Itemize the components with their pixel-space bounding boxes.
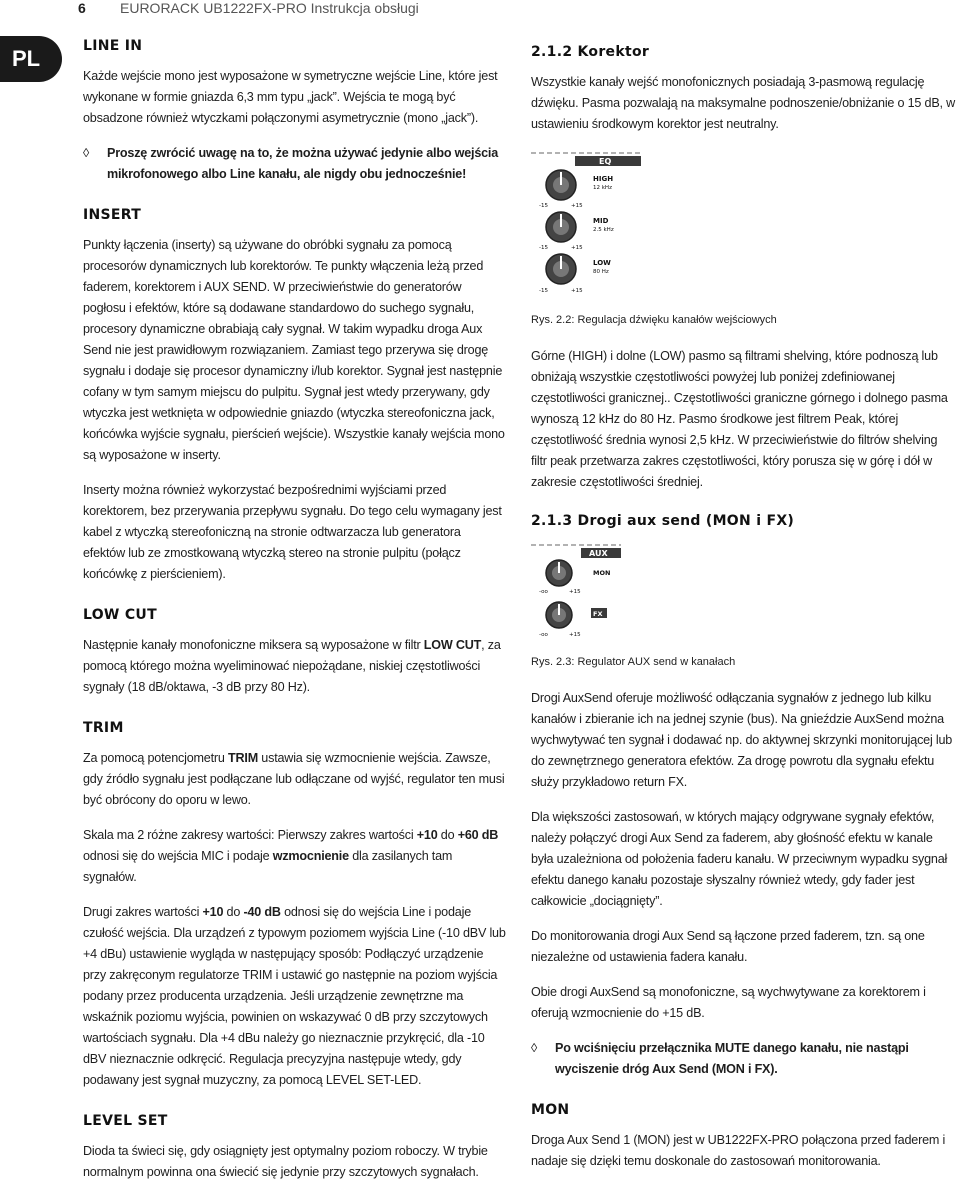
svg-text:2.5 kHz: 2.5 kHz bbox=[593, 227, 614, 233]
page-number: 6 bbox=[78, 0, 86, 16]
knob-mon-icon bbox=[546, 560, 572, 586]
insert-paragraph-1: Punkty łączenia (inserty) są używane do obróbki sygnału za pomocą procesorów dynamicznych lub korektorów. Te punkty włączenia leżą przed faderem, korektorem i AUX SEND. W przeciwieństwie do generatorów pogłosu i efektów, które są dodawane standardowo do suchego sygnału, procesory dynamiczne obrabiają cały sygnał. W takim wypadku droga Aux Send nie jest prawidłowym rozwiązaniem. Zamiast tego przerywa się drogę sygnału i dodaje się procesor dynamiczny i/lub korektor. Sygnał jest następnie cofany w tym samym miejscu do pulpitu. Sygnał jest wtedy przerywany, gdy wtyczka jest wetknięta w odpowiednie gniazdo (wtyczka stereofoniczna jack, końcówka wyjście sygnału, pierścień wejście). Wszystkie kanały wejścia mono są wyposażone w inserty. bbox=[83, 238, 505, 462]
svg-text:+15: +15 bbox=[569, 589, 581, 595]
low-cut-paragraph: Następnie kanały monofoniczne miksera są wyposażone w filtr LOW CUT, za pomocą którego można wyeliminować niepożądane, niskiej częstotliwości sygnały (18 dB/oktawa, -3 dB przy 80 Hz). bbox=[83, 638, 501, 694]
svg-text:12 kHz: 12 kHz bbox=[593, 185, 612, 191]
knob-low-icon bbox=[546, 254, 576, 284]
svg-text:-oo: -oo bbox=[539, 589, 548, 595]
aux-paragraph-2: Dla większości zastosowań, w których mający odgrywane sygnały efektów, należy połączyć drogi Aux Send za faderem, aby głośność efektu w kanale była uzależniona od położenia faderu kanału. W przeciwnym wypadku sygnał efektu danego kanału pozostaje słyszalny również wtedy, gdy fader jest całkowicie „dociągnięty”. bbox=[531, 810, 948, 908]
aux-paragraph-4: Obie drogi AuxSend są monofoniczne, są wychwytywane za korektorem i oferują wzmocnienie do +15 dB. bbox=[531, 985, 926, 1020]
left-column bbox=[83, 38, 506, 1197]
svg-text:-15: -15 bbox=[539, 245, 548, 251]
trim-paragraph-1: Za pomocą potencjometru TRIM ustawia się wzmocnienie wejścia. Zawsze, gdy źródło sygnału jest podłączane lub odłączane od wyjść, regulator ten musi być obrócony do oporu w lewo. bbox=[83, 751, 505, 807]
insert-paragraph-2: Inserty można również wykorzystać bezpośrednimi wyjściami przed korektorem, bez przerywania przepływu sygnału. Do tego celu wymagany jest kabel z wtyczką stereofoniczną na stronie odtwarzacza lub generatora efektów lub ze zmostkowaną wtyczką stereo na stronie pulpitu (połącz końcówkę z pierścieniem). bbox=[83, 483, 502, 581]
page-header bbox=[0, 0, 960, 22]
note-diamond-icon: ◊ bbox=[83, 146, 90, 160]
korektor-paragraph-2: Górne (HIGH) i dolne (LOW) pasmo są filtrami shelving, które podnoszą lub obniżają wszystkie częstotliwości powyżej lub poniżej zdefiniowanej częstotliwości granicznej.. Częstotliwości graniczne górnego i dolnego pasma wynoszą 12 kHz do 80 Hz. Pasmo środkowe jest filtrem Peak, której częstotliwość średnia wynosi 2,5 kHz. W przeciwieństwie do filtrów shelving filtr peak przetwarza zakres częstotliwości, który porusza się w górę i dół w zakresie częstotliwości średniej. bbox=[531, 349, 948, 489]
svg-text:-oo: -oo bbox=[539, 632, 548, 638]
running-title: EURORACK UB1222FX-PRO Instrukcja obsługi bbox=[120, 0, 419, 16]
language-tab: PL bbox=[0, 36, 62, 82]
section-title-mon: MON bbox=[531, 1102, 570, 1118]
mon-paragraph: Droga Aux Send 1 (MON) jest w UB1222FX-PRO połączona przed faderem i nadaje się dzięki temu doskonale do zastosowań monitorowania. bbox=[531, 1133, 946, 1168]
section-title-aux: 2.1.3 Drogi aux send (MON i FX) bbox=[531, 513, 795, 529]
knob-high-icon bbox=[546, 170, 576, 200]
note-diamond-icon: ◊ bbox=[531, 1041, 538, 1055]
svg-text:EQ: EQ bbox=[599, 157, 612, 166]
section-title-insert: INSERT bbox=[83, 207, 142, 223]
svg-text:LOW: LOW bbox=[593, 259, 611, 267]
level-set-paragraph: Dioda ta świeci się, gdy osiągnięty jest optymalny poziom roboczy. W trybie normalnym powinna ona świecić się jedynie przy szczytowych sygnałach. bbox=[83, 1144, 488, 1179]
aux-paragraph-1: Drogi AuxSend oferuje możliwość odłączania sygnałów z jednego lub kilku kanałów i zbieranie ich na jednej szynie (bus). Na gnieździe AuxSend można wychwytywać ten sygnał i dodawać np. do aktywnej skrzynki monitorującej lub do zewnętrznego generatora efektów. Za drogę powrotu dla sygnału efektu służy przykładowo return FX. bbox=[531, 691, 953, 789]
trim-paragraph-3: Drugi zakres wartości +10 do -40 dB odnosi się do wejścia Line i podaje czułość wejścia. Dla urządzeń z typowym poziomem wyjścia Line (-10 dBV lub +4 dBu) ustawienie wygląda w następujący sposób: Podłączyć urządzenie przy zakręconym regulatorze TRIM i ustawić go następnie na poziom wyjścia podany przez producenta urządzenia. Jeśli urządzenie zewnętrzne ma wskaźnik poziomu wyjścia, powinien on wskazywać 0 dB przy szczytowych wartościach sygnału. Dla +4 dBu należy go nieznacznie przykręcić, dla -10 dBV nieznacznie odkręcić. Regulacja precyzyjna następuje wtedy, gdy podawany jest sygnał muzyczny, za pomocą LEVEL SET-LED. bbox=[83, 905, 506, 1087]
section-title-korektor: 2.1.2 Korektor bbox=[531, 44, 650, 60]
svg-text:MID: MID bbox=[593, 217, 609, 225]
svg-text:+15: +15 bbox=[571, 203, 583, 209]
knob-mid-icon bbox=[546, 212, 576, 242]
svg-text:+15: +15 bbox=[571, 245, 583, 251]
aux-paragraph-3: Do monitorowania drogi Aux Send są łączone przed faderem, tzn. są one niezależne od ustawienia fadera kanału. bbox=[531, 929, 925, 964]
svg-text:AUX: AUX bbox=[589, 549, 608, 558]
aux-figure bbox=[531, 541, 956, 646]
line-in-paragraph: Każde wejście mono jest wyposażone w symetryczne wejście Line, które jest wykonane w formie gniazda 6,3 mm typu „jack”. Wejścia te mogą być obsadzone również wtyczkami połączonymi asymetrycznie (mono „jack”). bbox=[83, 69, 498, 125]
svg-text:-15: -15 bbox=[539, 203, 548, 209]
aux-knobs-illustration bbox=[531, 541, 621, 641]
line-in-note-text: Proszę zwrócić uwagę na to, że można używać jedynie albo wejścia mikrofonowego albo Line kanału, ale nigdy obu jednocześnie! bbox=[107, 146, 499, 181]
knob-fx-icon bbox=[546, 602, 572, 628]
section-title-line-in: LINE IN bbox=[83, 38, 143, 54]
aux-note bbox=[531, 1038, 956, 1080]
section-title-trim: TRIM bbox=[83, 720, 124, 736]
section-title-low-cut: LOW CUT bbox=[83, 607, 157, 623]
eq-figure-caption: Rys. 2.2: Regulacja dźwięku kanałów wejściowych bbox=[531, 314, 777, 326]
svg-text:-15: -15 bbox=[539, 288, 548, 294]
line-in-note bbox=[83, 143, 506, 185]
trim-paragraph-2: Skala ma 2 różne zakresy wartości: Pierwszy zakres wartości +10 do +60 dB odnosi się do wejścia MIC i podaje wzmocnienie dla zasilanych tam sygnałów. bbox=[83, 828, 499, 884]
right-column bbox=[531, 38, 956, 1186]
aux-figure-caption: Rys. 2.3: Regulator AUX send w kanałach bbox=[531, 656, 736, 668]
eq-knobs-illustration bbox=[531, 149, 641, 299]
svg-text:FX: FX bbox=[593, 610, 603, 618]
svg-text:+15: +15 bbox=[571, 288, 583, 294]
svg-text:+15: +15 bbox=[569, 632, 581, 638]
korektor-paragraph-1: Wszystkie kanały wejść monofonicznych posiadają 3-pasmową regulację dźwięku. Pasma pozwalają na maksymalne podnoszenie/obniżanie o 15 dB, w ustawieniu środkowym korektor jest neutralny. bbox=[531, 75, 956, 131]
svg-text:80 Hz: 80 Hz bbox=[593, 269, 609, 275]
svg-text:HIGH: HIGH bbox=[593, 175, 614, 183]
section-title-level-set: LEVEL SET bbox=[83, 1113, 168, 1129]
aux-note-text: Po wciśnięciu przełącznika MUTE danego kanału, nie nastąpi wyciszenie dróg Aux Send (MON i FX). bbox=[555, 1041, 909, 1076]
svg-text:MON: MON bbox=[593, 569, 611, 577]
eq-figure bbox=[531, 149, 956, 304]
